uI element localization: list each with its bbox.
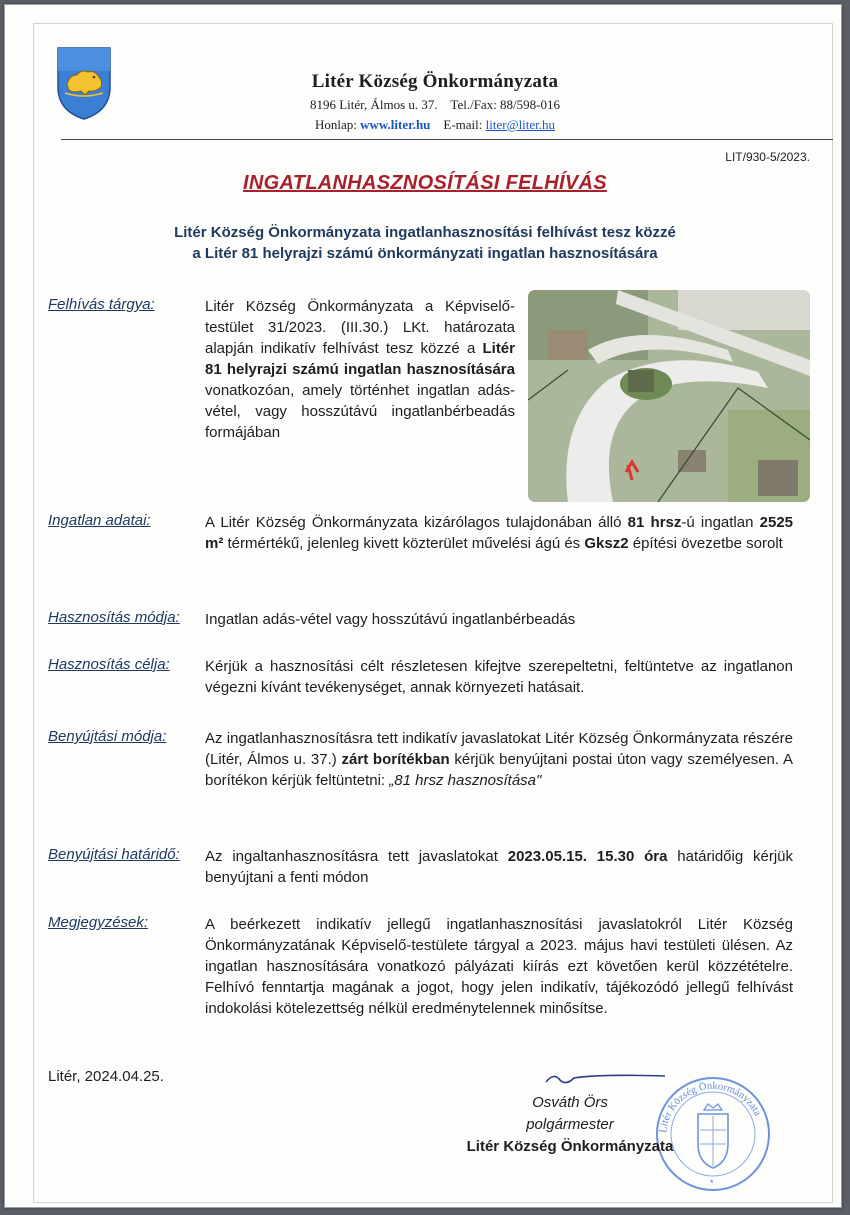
- svg-text:*: *: [710, 1178, 714, 1188]
- coat-of-arms-icon: [55, 45, 113, 121]
- address: 8196 Litér, Álmos u. 37.: [309, 97, 438, 112]
- notes-text: A beérkezett indikatív jellegű ingatlanhasznosítási javaslatokról Litér Község Önkormányzatának Képviselő-testülete tárgyal a 2023. május havi testületi ülésen. Az ingatlan hasznosítására vonatkozó pályázati kiírás ezt követően kerül közzétételre. Felhívó fenntartja magának a jogot, hogy jelen indikatív, tájékozódó jellegű felhívást indokolási kötelezettség nélkül eredménytelennek minősítse.: [205, 916, 793, 1017]
- purpose-text: Kérjük a hasznosítási célt részletesen kifejtve szerepeltetni, feltüntetve az ingatlanon végezni kívánt tevékenységet, annak környezeti hatásait.: [205, 658, 793, 696]
- email-link[interactable]: liter@liter.hu: [485, 117, 556, 132]
- signer-role: polgármester: [526, 1116, 614, 1133]
- intro-line-2: a Litér 81 helyrajzi számú önkormányzati ingatlan hasznosítására: [192, 245, 658, 262]
- submission-label: Benyújtási módja:: [48, 728, 167, 745]
- homepage-link[interactable]: www.liter.hu: [360, 117, 431, 132]
- signature-block: [450, 1092, 690, 1158]
- intro-line-1: Litér Község Önkormányzata ingatlanhasznosítási felhívást tesz közzé: [174, 224, 676, 241]
- property-text: A Litér Község Önkormányzata kizárólagos tulajdonában álló 81 hrsz-ú ingatlan 2525 m² térmértékű, jelenleg kivett közterület művelési ágú és Gksz2 építési övezetbe sorolt: [205, 514, 794, 552]
- telfax: Tel./Fax: 88/598-016: [450, 97, 561, 112]
- signer-name: Osváth Örs: [532, 1094, 608, 1111]
- signer-org: Litér Község Önkormányzata: [466, 1138, 674, 1155]
- subject-label: Felhívás tárgya:: [48, 296, 155, 313]
- stamp-text: Litér Község Önkormányzata: [658, 1080, 763, 1134]
- purpose-label: Hasznosítás célja:: [48, 656, 170, 673]
- date-place: Litér, 2024.04.25.: [48, 1068, 164, 1085]
- property-label: Ingatlan adatai:: [48, 512, 151, 529]
- contact-line: [215, 117, 655, 133]
- document-title: INGATLANHASZNOSÍTÁSI FELHÍVÁS: [243, 172, 607, 194]
- subject-text: Litér Község Önkormányzata a Képviselő-testület 31/2023. (III.30.) LKt. határozata alapján indikatív felhívást tesz közzé a Litér 81 helyrajzi számú ingatlan hasznosítására vonatkozóan, amely történhet ingatlan adás-vétel, vagy hosszútávú ingatlanbérbeadás formájában: [205, 298, 515, 441]
- letterhead: [215, 71, 655, 133]
- submission-text: Az ingatlanhasznosításra tett indikatív javaslatokat Litér Község Önkormányzata részére (Litér, Álmos u. 37.) zárt borítékban kérjük benyújtani postai úton vagy személyesen. A borítékon kérjük feltüntetni: „81 hrsz hasznosítása": [205, 730, 793, 789]
- mode-text: Ingatlan adás-vétel vagy hosszútávú ingatlanbérbeadás: [205, 611, 576, 628]
- homepage-label: Honlap:: [314, 117, 357, 132]
- mode-label: Hasznosítás módja:: [48, 609, 180, 626]
- email-label: E-mail:: [443, 117, 483, 132]
- org-name: Litér Község Önkormányzata: [311, 71, 559, 92]
- notes-label: Megjegyzések:: [48, 914, 149, 931]
- intro-text: [60, 222, 790, 264]
- reference-number: LIT/930-5/2023.: [725, 150, 810, 164]
- address-line: [215, 97, 655, 113]
- aerial-photo: [528, 290, 810, 502]
- deadline-label: Benyújtási határidő:: [48, 846, 180, 863]
- deadline-text: Az ingaltanhasznosításra tett javaslatokat 2023.05.15. 15.30 óra határidőig kérjük benyújtani a fenti módon: [205, 848, 793, 886]
- header-divider: [61, 139, 833, 140]
- subject-property-bold: Litér 81 helyrajzi számú ingatlan hasznosítására: [205, 340, 515, 378]
